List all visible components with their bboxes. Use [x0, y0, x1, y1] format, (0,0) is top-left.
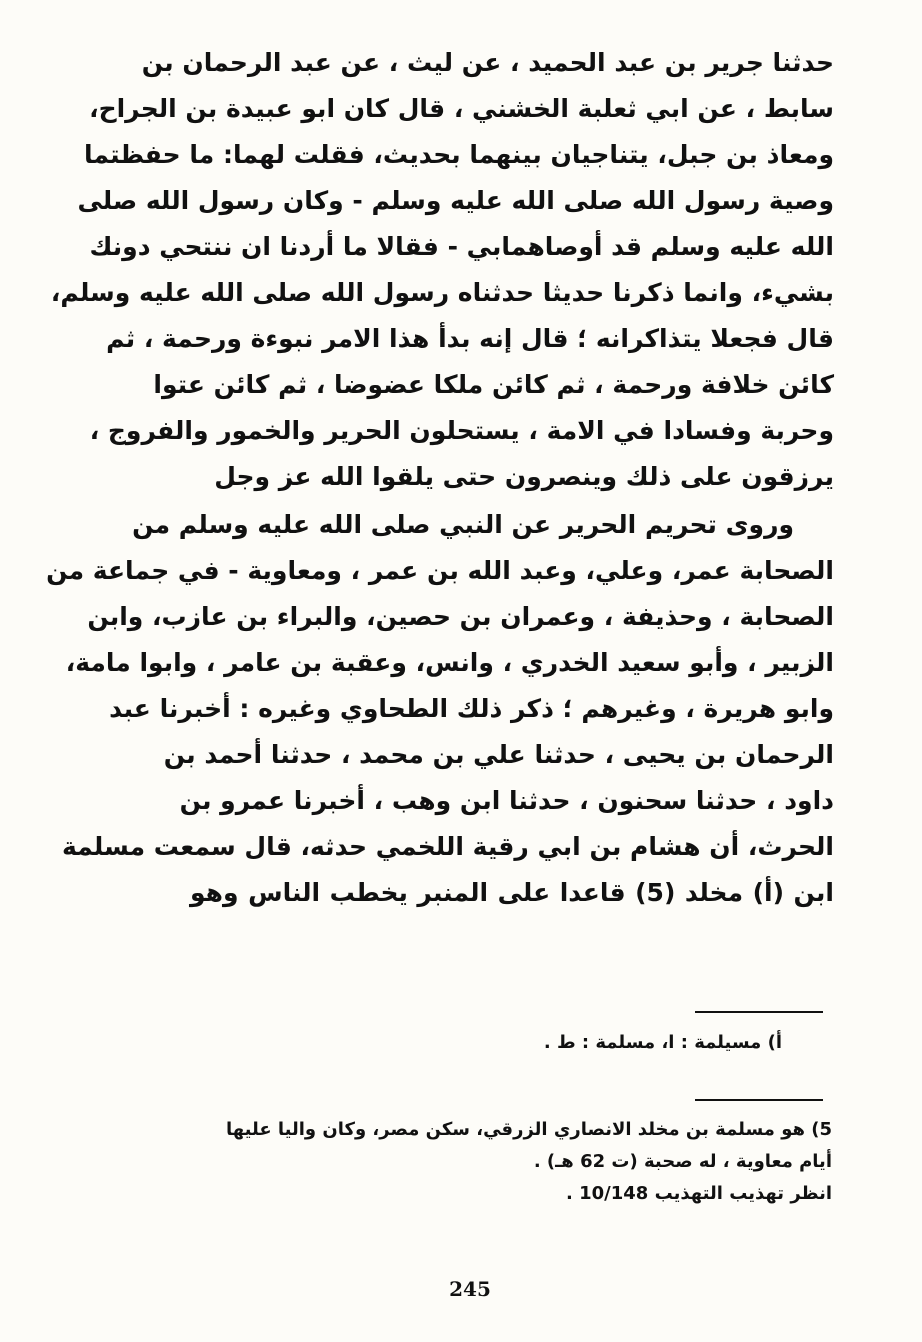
footnote-5 [226, 1114, 832, 1210]
text-line: قال فجعلا يتذاكرانه ؛ قال إنه بدأ هذا الامر نبوءة ورحمة ، ثم [106, 324, 834, 353]
text-line: وروى تحريم الحرير عن النبي صلى الله عليه وسلم من [132, 510, 794, 539]
footnote-rule-a [695, 1011, 823, 1013]
text-line: وحربة وفسادا في الامة ، يستحلون الحرير والخمور والفروج ، [89, 416, 834, 445]
text-line: الحرث، أن هشام بن ابي رقية اللخمي حدثه، قال سمعت مسلمة [62, 832, 834, 861]
text-line: سابط ، عن ابي ثعلبة الخشني ، قال كان ابو عبيدة بن الجراح، [89, 94, 834, 123]
footnote-5-line: أيام معاوية ، له صحبة (ت 62 هـ) . [533, 1151, 832, 1172]
text-line: حدثنا جرير بن عبد الحميد ، عن ليث ، عن عبد الرحمان بن [141, 48, 834, 77]
text-line: الرحمان بن يحيى ، حدثنا علي بن محمد ، حدثنا أحمد بن [163, 740, 834, 769]
text-line: الصحابة عمر، وعلي، وعبد الله بن عمر ، ومعاوية - في جماعة من [46, 556, 834, 585]
text-line: الصحابة ، وحذيفة ، وعمران بن حصين، والبراء بن عازب، وابن [87, 602, 834, 631]
text-line: وابو هريرة ، وغيرهم ؛ ذكر ذلك الطحاوي وغيره : أخبرنا عبد [109, 694, 834, 723]
text-line: بشيء، وانما ذكرنا حديثا حدثناه رسول الله صلى الله عليه وسلم، [50, 278, 834, 307]
page-number: 245 [449, 1277, 491, 1301]
text-line: الله عليه وسلم قد أوصاهمابي - فقالا ما أردنا ان ننتحي دونك [89, 232, 834, 261]
text-line: ومعاذ بن جبل، يتناجيان بينهما بحديث، فقلت لهما: ما حفظتما [83, 140, 834, 169]
text-line: يرزقون على ذلك وينصرون حتى يلقوا الله عز وجل [214, 462, 834, 491]
footnote-rule-5 [695, 1099, 823, 1101]
text-line: وصية رسول الله صلى الله عليه وسلم - وكان رسول الله صلى [77, 186, 834, 215]
footnote-a: أ) مسيلمة : ا، مسلمة : ط . [543, 1032, 782, 1053]
main-text [46, 40, 834, 916]
text-line: الزبير ، وأبو سعيد الخدري ، وانس، وعقبة بن عامر ، وابوا مامة، [65, 648, 834, 677]
text-line: كائن خلافة ورحمة ، ثم كائن ملكا عضوضا ، ثم كائن عتوا [153, 370, 834, 399]
text-line: داود ، حدثنا سحنون ، حدثنا ابن وهب ، أخبرنا عمرو بن [179, 786, 834, 815]
text-line: ابن (أ) مخلد (5) قاعدا على المنبر يخطب الناس وهو [190, 878, 834, 907]
footnote-5-line: 5) هو مسلمة بن مخلد الانصاري الزرقي، سكن مصر، وكان واليا عليها [226, 1119, 832, 1140]
footnote-5-line: انظر تهذيب التهذيب 10/148 . [566, 1183, 832, 1204]
